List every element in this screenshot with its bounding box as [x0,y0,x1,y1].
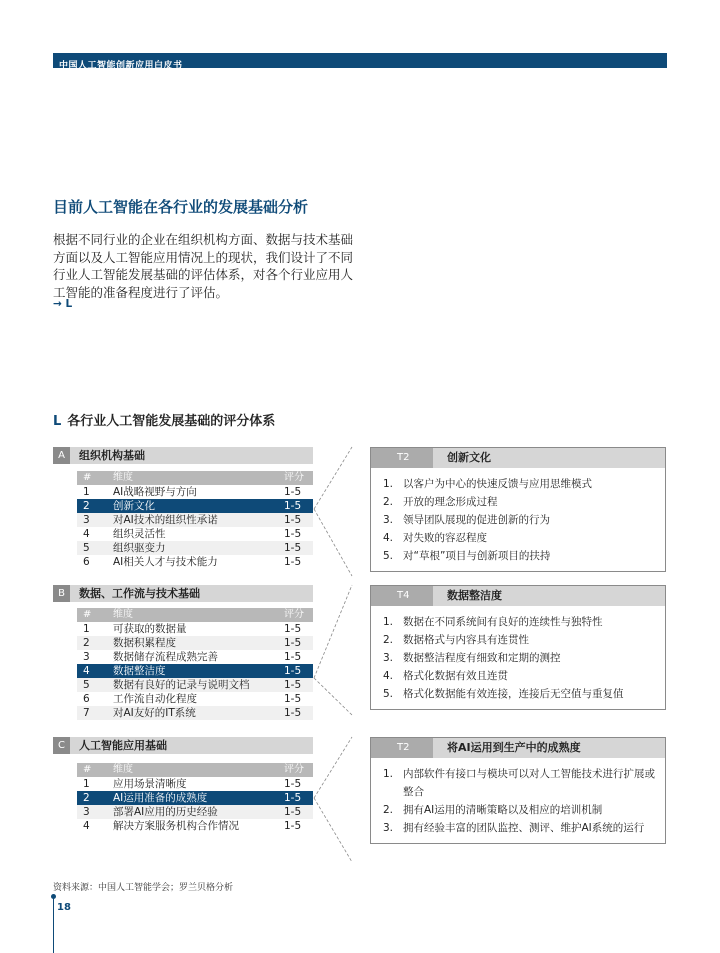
row-name: 组织驱变力 [113,542,166,554]
row-num: 4 [83,665,90,677]
list-item [383,649,655,667]
list-item [383,819,655,837]
item-number: 1. [383,616,394,628]
row-name: 对AI技术的组织性承诺 [113,514,218,526]
col-num-header: # [83,472,92,483]
section-intro: 根据不同行业的企业在组织机构方面、数据与技术基础方面以及人工智能应用情况上的现状，我们设计了不同行业人工智能发展基础的评估体系，对各个行业应用人工智能的准备程度进行了评估。 [53,232,354,300]
row-name: 解决方案服务机构合作情况 [113,820,239,832]
row-score: 1-5 [284,778,302,790]
row-score: 1-5 [284,637,302,649]
row-num: 1 [83,623,90,635]
item-text: 以客户为中心的快速反馈与应用思维模式 [403,478,592,490]
group-letter: A [53,447,70,464]
row-name: AI相关人才与技术能力 [113,556,218,568]
col-dim-header: 维度 [113,764,133,775]
col-num-header: # [83,764,92,775]
row-score: 1-5 [284,820,302,832]
row-score: 1-5 [284,693,302,705]
row-score: 1-5 [284,528,302,540]
row-num: 3 [83,806,90,818]
row-num: 6 [83,556,90,568]
row-name: 应用场景清晰度 [113,778,187,790]
item-number: 2. [383,496,394,508]
item-text: 格式化数据有效且连贯 [403,670,508,682]
item-text: 数据整洁程度有细致和定期的测控 [403,652,561,664]
row-score: 1-5 [284,679,302,691]
item-text: 数据在不同系统间有良好的连续性与独特性 [403,616,603,628]
item-text: 内部软件有接口与模块可以对人工智能技术进行扩展或整合 [403,768,655,798]
list-item [383,529,655,547]
connector-line [314,798,352,862]
row-num: 6 [83,693,90,705]
row-num: 4 [83,528,90,540]
row-score: 1-5 [284,792,302,804]
group-letter: B [53,585,70,602]
card-tag: T2 [371,738,433,758]
row-num: 4 [83,820,90,832]
item-text: 对“草根”项目与创新项目的扶持 [403,550,551,562]
row-score: 1-5 [284,486,302,498]
row-num: 5 [83,679,90,691]
detail-card-innovation-culture [370,447,666,572]
item-number: 3. [383,514,394,526]
list-item [383,801,655,819]
source-note: 资料来源：中国人工智能学会；罗兰贝格分析 [53,883,234,893]
row-score: 1-5 [284,623,302,635]
detail-card-ai-production-maturity [370,737,666,844]
item-text: 数据格式与内容具有连贯性 [403,634,529,646]
row-score: 1-5 [284,665,302,677]
row-name: 工作流自动化程度 [113,693,197,705]
card-list [371,758,665,843]
row-name: 组织灵活性 [113,528,166,540]
list-item [383,631,655,649]
row-num: 2 [83,637,90,649]
item-number: 3. [383,822,394,834]
list-item [383,475,655,493]
item-number: 2. [383,804,394,816]
list-item [383,685,655,703]
item-number: 5. [383,688,394,700]
col-score-header: 评分 [284,472,304,483]
item-number: 3. [383,652,394,664]
row-name: 数据有良好的记录与说明文档 [113,679,250,691]
item-number: 2. [383,634,394,646]
connector-line [314,585,352,678]
section-title: 目前人工智能在各行业的发展基础分析 [53,198,309,216]
row-score: 1-5 [284,542,302,554]
item-text: 拥有AI运用的清晰策略以及相应的培训机制 [403,804,603,816]
figure-title-text: 各行业人工智能发展基础的评分体系 [67,414,276,429]
row-num: 3 [83,514,90,526]
figure-marker: L [53,414,62,429]
row-name: AI战略视野与方向 [113,486,197,498]
row-name: 部署AI应用的历史经验 [113,806,218,818]
item-text: 对失败的容忍程度 [403,532,487,544]
col-score-header: 评分 [284,764,304,775]
list-item [383,493,655,511]
list-item [383,667,655,685]
card-list [371,606,665,709]
list-item [383,765,655,801]
connector-line [314,737,352,798]
row-score: 1-5 [284,500,302,512]
card-title: 将AI运用到生产中的成熟度 [447,741,581,754]
col-score-header: 评分 [284,609,304,620]
item-text: 领导团队展现的促进创新的行为 [403,514,550,526]
connector-line [314,447,352,509]
card-list [371,468,665,571]
connector-line [314,678,352,715]
page-marker-rule [53,897,54,953]
card-header [371,738,665,758]
item-number: 1. [383,768,394,780]
header-title: 中国人工智能创新应用白皮书 [59,61,183,71]
row-num: 5 [83,542,90,554]
row-score: 1-5 [284,707,302,719]
row-name: AI运用准备的成熟度 [113,792,208,804]
list-item [383,511,655,529]
group-label: 数据、工作流与技术基础 [79,587,200,600]
row-name: 创新文化 [113,500,155,512]
row-score: 1-5 [284,514,302,526]
list-item [383,547,655,565]
card-title: 数据整洁度 [447,589,502,602]
item-number: 4. [383,532,394,544]
col-num-header: # [83,609,92,620]
item-number: 4. [383,670,394,682]
item-text: 拥有经验丰富的团队监控、测评、维护AI系统的运行 [403,822,645,834]
card-tag: T2 [371,448,433,468]
item-text: 开放的理念形成过程 [403,496,498,508]
group-letter: C [53,737,70,754]
item-number: 1. [383,478,394,490]
figure-reference-link[interactable]: → L [53,298,73,310]
row-score: 1-5 [284,806,302,818]
list-item [383,613,655,631]
detail-card-data-cleanliness [370,585,666,710]
row-name: 数据整洁度 [113,665,166,677]
card-header [371,448,665,468]
card-title: 创新文化 [447,451,491,464]
row-num: 2 [83,500,90,512]
row-num: 3 [83,651,90,663]
row-num: 2 [83,792,90,804]
row-num: 1 [83,778,90,790]
item-number: 5. [383,550,394,562]
row-num: 1 [83,486,90,498]
card-header [371,586,665,606]
row-score: 1-5 [284,556,302,568]
card-tag: T4 [371,586,433,606]
group-label: 人工智能应用基础 [79,739,167,752]
group-label: 组织机构基础 [79,449,145,462]
row-name: 数据储存流程成熟完善 [113,651,218,663]
row-name: 数据积累程度 [113,637,176,649]
connector-line [314,509,352,576]
page-number: 18 [57,902,71,913]
item-text: 格式化数据能有效连接，连接后无空值与重复值 [403,688,624,700]
row-name: 对AI友好的IT系统 [113,707,196,719]
row-score: 1-5 [284,651,302,663]
row-name: 可获取的数据量 [113,623,187,635]
row-num: 7 [83,707,90,719]
col-dim-header: 维度 [113,609,133,620]
col-dim-header: 维度 [113,472,133,483]
